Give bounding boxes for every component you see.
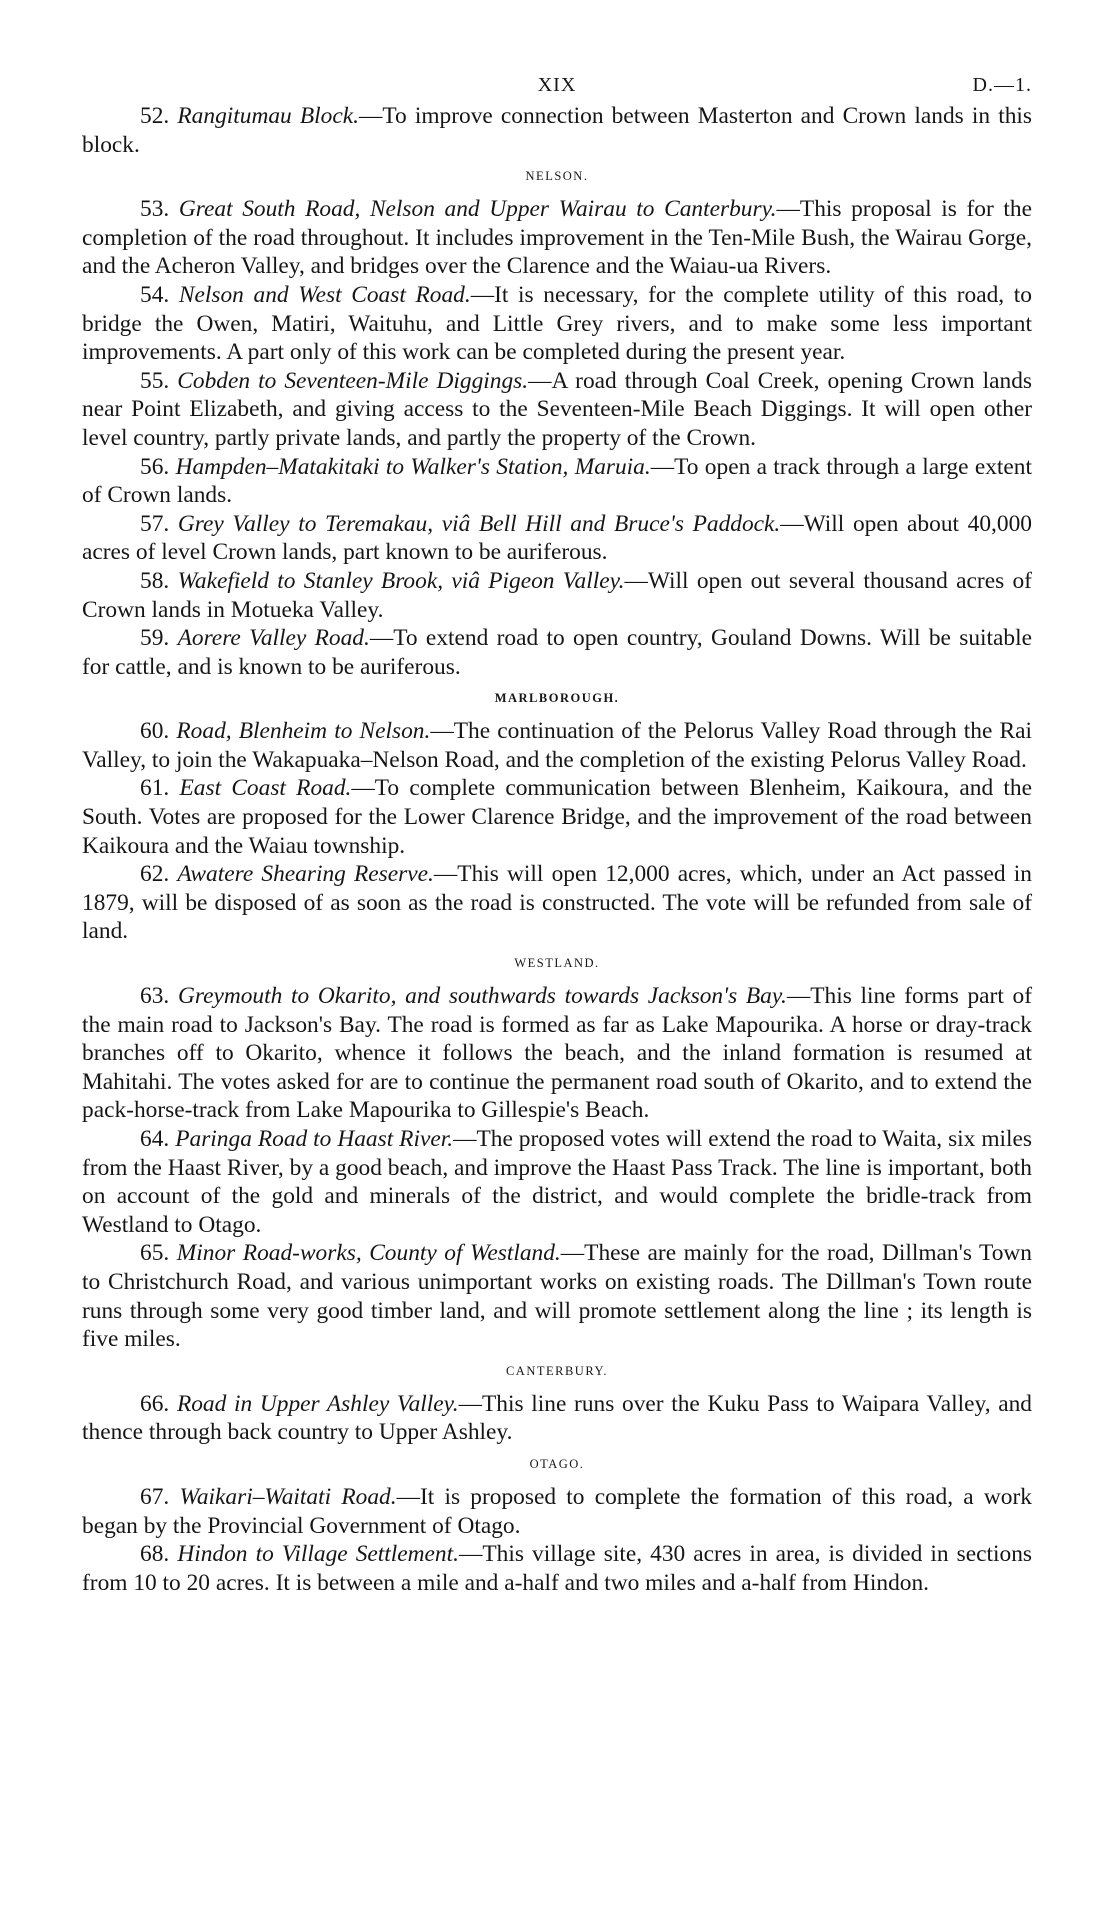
entry-body: —These are mainly for the road, Dillman's Town to Christchurch Road, and various unimportant works on existing roads. The Dillman's Town route runs through some very good timber land, and will promote settlement along the line ; its length is five miles. [82,1240,1032,1353]
entry-number: 68. [140,1541,170,1568]
entry-number: 58. [140,567,170,594]
entry-number: 63. [140,983,170,1010]
entry-title: East Coast Road. [179,775,352,802]
entry-title: Grey Valley to Teremakau, viâ Bell Hill and Bruce's Paddock. [177,510,781,537]
entry-paragraph [82,717,1032,774]
entry-body: —The continuation of the Pelorus Valley Road through the Rai Valley, to join the Wakapuaka–Nelson Road, and the completion of the existing Pelorus Valley Road. [82,718,1032,773]
entry-body: —A road through Coal Creek, opening Crown lands near Point Elizabeth, and giving access to the Seventeen-Mile Beach Diggings. It will open other level country, partly private lands, and partly the property of the Crown. [82,367,1032,451]
entry-paragraph [82,567,1032,624]
entry-title: Road, Blenheim to Nelson. [176,718,431,745]
entry-number: 61. [140,775,170,802]
entry-title: Cobden to Seventeen-Mile Diggings. [177,367,529,394]
entry-number: 54. [140,281,170,308]
entry-number: 60. [140,718,170,745]
entry-paragraph [82,860,1032,946]
entry-title: Hindon to Village Settlement. [177,1541,459,1568]
entry-paragraph [82,774,1032,860]
entry-title: Aorere Valley Road. [177,625,370,652]
section-heading: WESTLAND. [514,956,600,971]
page-content [82,102,1032,1597]
entry-paragraph [82,1483,1032,1540]
entry-title: Hampden–Matakitaki to Walker's Station, Maruia. [175,453,651,480]
entry-number: 56. [140,453,170,480]
entry-number: 52. [140,103,170,129]
entry-paragraph [82,1540,1032,1597]
entry-title: Paringa Road to Haast River. [175,1126,454,1152]
entry-paragraph [82,102,1032,159]
document-page [82,62,1032,1597]
entry-body: —This line runs over the Kuku Pass to Waipara Valley, and thence through back country to Upper Ashley. [82,1390,1032,1446]
entry-number: 57. [140,510,170,537]
section-heading: CANTERBURY. [505,1363,609,1378]
entry-number: 53. [140,196,170,223]
entry-body: —The proposed votes will extend the road to Waita, six miles from the Haast River, by a good beach, and improve the Haast Pass Track. The line is important, both on account of the gold and minerals of the district, and would complete the bridle-track from Westland to Otago. [82,1126,1032,1238]
entry-paragraph [82,1239,1032,1353]
entry-title: Nelson and West Coast Road. [178,281,471,308]
entry-title: Rangitumau Block. [177,103,359,129]
entry-body: —To open a track through a large extent of Crown lands. [82,453,1032,509]
document-reference: D.—1. [972,74,1032,96]
entry-title: Greymouth to Okarito, and southwards towards Jackson's Bay. [177,983,787,1010]
entry-number: 65. [140,1240,170,1267]
entry-paragraph [82,1125,1032,1239]
entry-number: 55. [140,367,170,394]
entry-title: Waikari–Waitati Road. [179,1483,397,1510]
entry-number: 66. [140,1390,170,1417]
entry-title: Great South Road, Nelson and Upper Wairau to Canterbury. [178,196,777,223]
section-heading: NELSON. [525,169,589,184]
entry-body: —To improve connection between Masterton and Crown lands in this block. [82,103,1032,158]
entry-title: Road in Upper Ashley Valley. [176,1390,459,1417]
entry-body: —To extend road to open country, Gouland Downs. Will be suitable for cattle, and is known to be auriferous. [82,625,1032,680]
section-heading: MARLBOROUGH. [494,691,620,706]
entry-body: —It is necessary, for the complete utility of this road, to bridge the Owen, Matiri, Waituhu, and Little Grey rivers, and to make some less important improvements. A part only of this work can be completed during the present year. [82,281,1032,366]
entry-body: —Will open out several thousand acres of Crown lands in Motueka Valley. [82,567,1032,623]
entry-paragraph [82,510,1032,567]
entry-number: 62. [140,861,170,888]
entry-paragraph [82,281,1032,367]
entry-body: —It is proposed to complete the formation of this road, a work began by the Provincial Government of Otago. [82,1483,1032,1539]
entry-number: 59. [140,625,170,652]
entry-paragraph [82,195,1032,281]
entry-number: 64. [140,1126,170,1152]
entry-paragraph [82,982,1032,1125]
entry-title: Wakefield to Stanley Brook, viâ Pigeon Valley. [177,567,625,594]
entry-body: —This proposal is for the completion of the road throughout. It includes improvement in the Ten-Mile Bush, the Wairau Gorge, and the Acheron Valley, and bridges over the Clarence and the Waiau-ua Rivers. [82,196,1032,280]
page-number: XIX [537,74,577,96]
entry-paragraph [82,453,1032,510]
entry-body: —To complete communication between Blenheim, Kaikoura, and the South. Votes are proposed for the Lower Clarence Bridge, and the improvement of the road between Kaikoura and the Waiau township. [82,775,1032,859]
page-header [82,62,1032,102]
entry-body: —This will open 12,000 acres, which, under an Act passed in 1879, will be disposed of as soon as the road is constructed. The vote will be refunded from sale of land. [82,861,1032,945]
section-heading: OTAGO. [529,1456,585,1471]
entry-paragraph [82,624,1032,681]
entry-body: —This village site, 430 acres in area, is divided in sections from 10 to 20 acres. It is between a mile and a-half and two miles and a-half from Hindon. [82,1541,1032,1596]
entry-number: 67. [140,1483,170,1510]
entry-paragraph [82,1390,1032,1447]
entry-title: Minor Road-works, County of Westland. [176,1240,561,1267]
entry-title: Awatere Shearing Reserve. [177,861,434,888]
entry-paragraph [82,367,1032,453]
entry-body: —Will open about 40,000 acres of level Crown lands, part known to be auriferous. [82,510,1032,566]
entry-body: —This line forms part of the main road to Jackson's Bay. The road is formed as far as Lake Mapourika. A horse or dray-track branches off to Okarito, whence it follows the beach, and the inland formation is resumed at Mahitahi. The votes asked for are to continue the permanent road south of Okarito, and to extend the pack-horse-track from Lake Mapourika to Gillespie's Beach. [82,983,1032,1124]
